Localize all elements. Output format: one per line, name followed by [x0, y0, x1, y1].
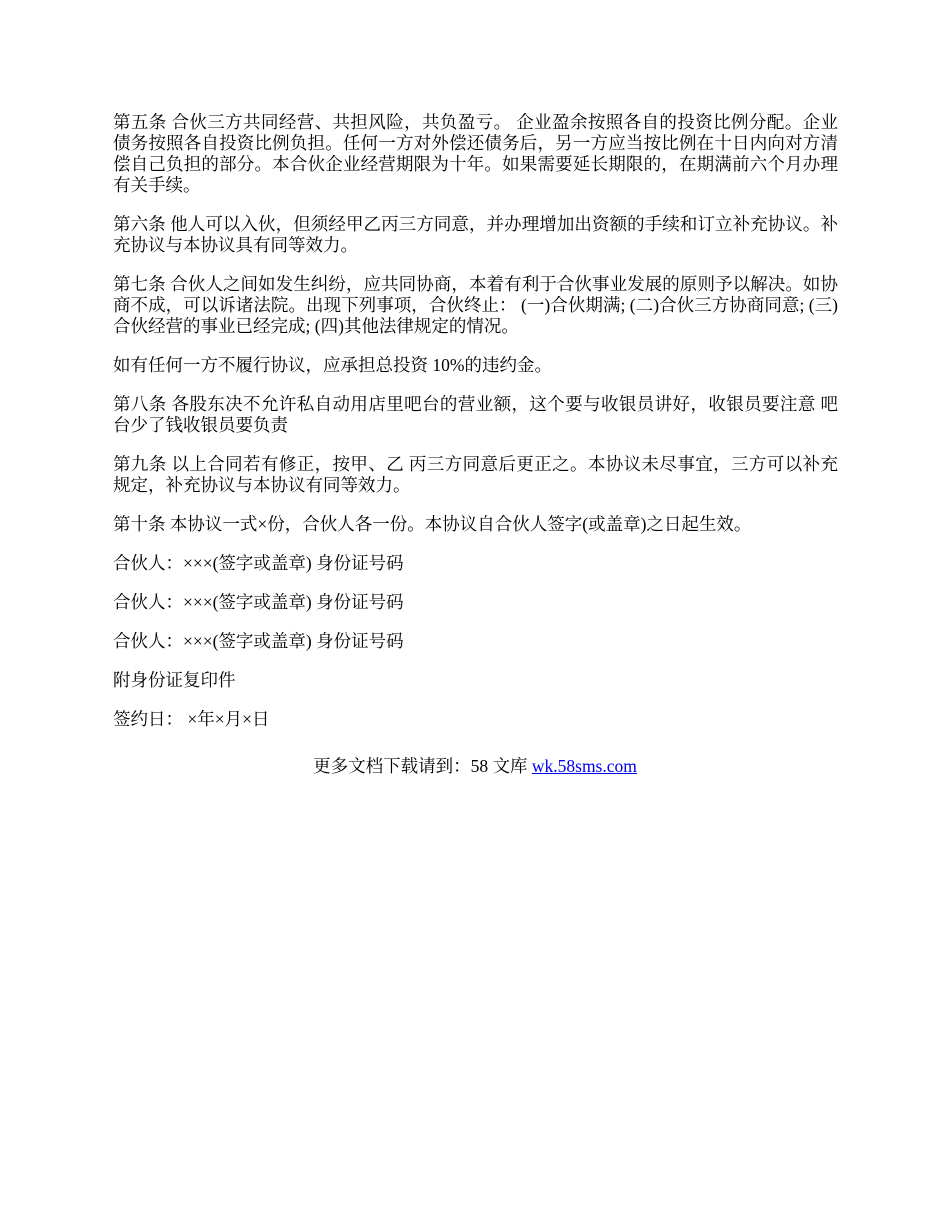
article-10-paragraph: 第十条 本协议一式×份，合伙人各一份。本协议自合伙人签字(或盖章)之日起生效。: [113, 514, 752, 534]
article-6-paragraph: 第六条 他人可以入伙，但须经甲乙丙三方同意，并办理增加出资额的手续和订立补充协议。补充协议与本协议具有同等效力。: [113, 214, 838, 255]
article-9-paragraph: 第九条 以上合同若有修正，按甲、乙 丙三方同意后更正之。本协议未尽事宜，三方可以补充规定，补充协议与本协议有同等效力。: [113, 454, 838, 495]
partner-signature-line-3: 合伙人：×××(签字或盖章) 身份证号码: [113, 631, 404, 651]
id-copy-attachment-note: 附身份证复印件: [113, 670, 236, 690]
download-footer: [0, 756, 950, 777]
article-5-paragraph: 第五条 合伙三方共同经营、共担风险，共负盈亏。 企业盈余按照各自的投资比例分配。企业债务按照各自投资比例负担。任何一方对外偿还债务后，另一方应当按比例在十日内向对方清偿自己负担的部分。本合伙企业经营期限为十年。如果需要延长期限的，在期满前六个月办理有关手续。: [113, 112, 838, 195]
partner-signature-line-1: 合伙人：×××(签字或盖章) 身份证号码: [113, 553, 404, 573]
partner-signature-line-2: 合伙人：×××(签字或盖章) 身份证号码: [113, 592, 404, 612]
footer-link[interactable]: wk.58sms.com: [531, 756, 637, 776]
footer-text: 更多文档下载请到：58 文库: [313, 756, 532, 776]
signing-date-line: 签约日： ×年×月×日: [113, 709, 270, 729]
article-8-paragraph: 第八条 各股东决不允许私自动用店里吧台的营业额，这个要与收银员讲好，收银员要注意 吧台少了钱收银员要负责: [113, 394, 838, 435]
document-body: [113, 112, 838, 777]
article-7-paragraph: 第七条 合伙人之间如发生纠纷，应共同协商，本着有利于合伙事业发展的原则予以解决。如协商不成，可以诉诸法院。出现下列事项，合伙终止： (一)合伙期满; (二)合伙三方协商同意; (三)合伙经营的事业已经完成; (四)其他法律规定的情况。: [113, 274, 838, 336]
penalty-paragraph: 如有任何一方不履行协议，应承担总投资 10%的违约金。: [113, 355, 552, 375]
